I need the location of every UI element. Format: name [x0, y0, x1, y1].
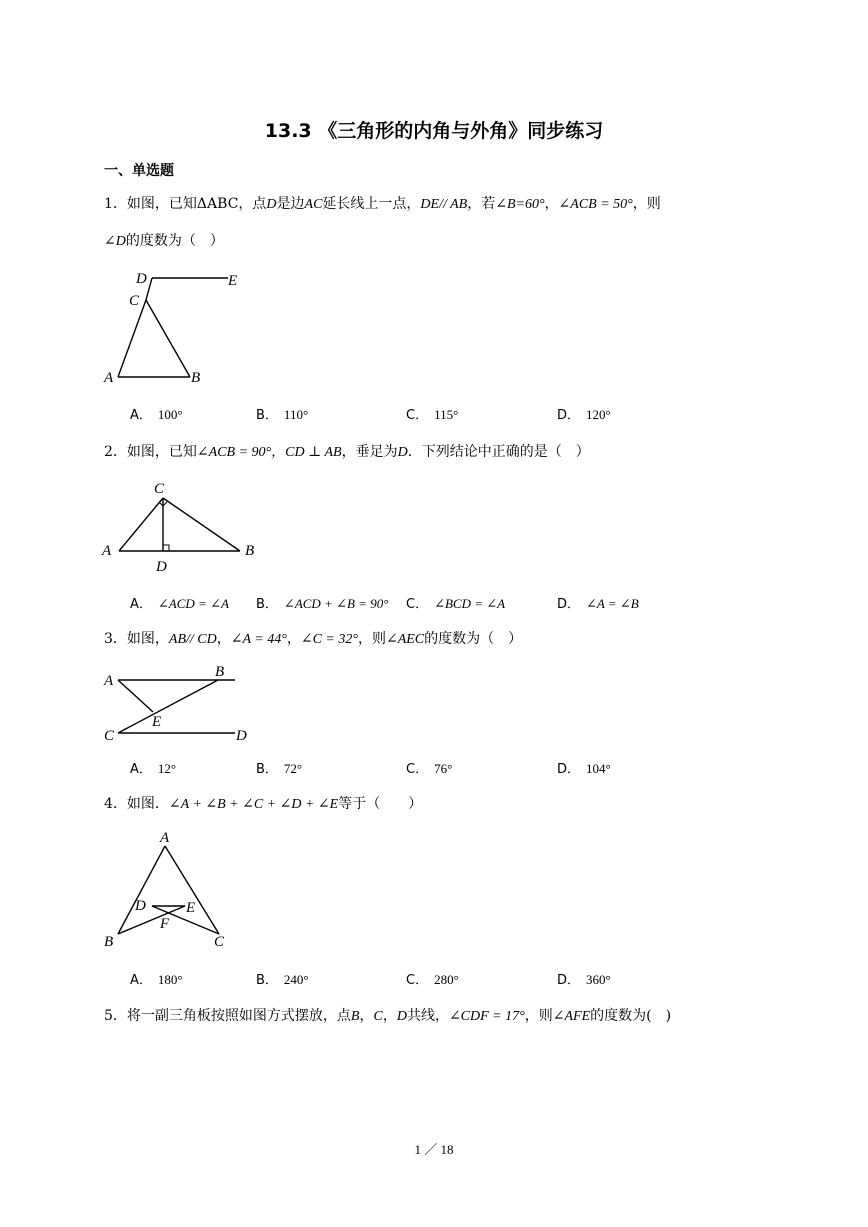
point-label: D: [135, 898, 146, 914]
text-span: 如图，已知: [126, 444, 197, 460]
text-span: ，则: [632, 196, 661, 212]
option-b[interactable]: [256, 404, 308, 424]
point-label: A: [160, 830, 170, 846]
option-value: 180°: [157, 972, 183, 987]
figure-q2-right-triangle: [100, 476, 270, 576]
option-b[interactable]: [256, 969, 309, 989]
option-key: A．: [130, 408, 152, 423]
option-value: ∠ACD + ∠B = 90°: [283, 596, 389, 611]
point-label: B: [215, 664, 225, 680]
text-span: ，: [359, 1008, 374, 1024]
option-b[interactable]: [256, 758, 302, 778]
option-value: ∠ACD = ∠A: [157, 596, 229, 611]
text-span: ，若: [467, 196, 496, 212]
math-span: D: [396, 1009, 407, 1024]
text-span: 共线，: [406, 1008, 449, 1024]
option-key: C．: [406, 762, 429, 777]
option-key: C．: [406, 973, 429, 988]
option-value: ∠BCD = ∠A: [434, 596, 506, 611]
point-label: A: [104, 673, 114, 689]
point-label: C: [104, 728, 115, 744]
option-d[interactable]: [557, 593, 639, 613]
option-key: C．: [406, 597, 429, 612]
math-span: ∠CDF = 17°: [448, 1009, 525, 1024]
line-AC: [165, 846, 219, 934]
option-c[interactable]: [406, 593, 505, 613]
math-span: C: [373, 1009, 383, 1024]
option-a[interactable]: [130, 969, 183, 989]
option-key: C．: [406, 408, 429, 423]
option-key: D．: [557, 973, 581, 988]
option-value: 360°: [586, 972, 611, 987]
point-label: B: [245, 543, 255, 559]
question-number: 2．: [104, 444, 127, 460]
option-key: D．: [557, 762, 581, 777]
line-AE: [118, 680, 153, 712]
question-2-text: [104, 442, 590, 463]
point-label: E: [228, 273, 238, 289]
figure-q1-triangle: [100, 266, 260, 391]
text-span: 的度数为（ ）: [125, 233, 224, 249]
text-span: ，: [544, 196, 559, 212]
text-span: ，则: [357, 631, 386, 647]
math-span: ∠D: [104, 234, 126, 249]
math-span: AB// CD: [168, 632, 217, 647]
math-span: ∠AEC: [385, 632, 425, 647]
option-key: D．: [557, 408, 581, 423]
point-label: D: [236, 728, 247, 744]
text-span: ，: [286, 631, 301, 647]
option-key: A．: [130, 973, 152, 988]
question-3-text: [104, 629, 522, 650]
text-span: 延长线上一点，: [322, 196, 421, 212]
option-value: 12°: [157, 761, 177, 776]
point-label: A: [102, 543, 112, 559]
option-value: 72°: [283, 761, 303, 776]
option-key: B．: [256, 597, 278, 612]
point-label: E: [186, 900, 196, 916]
line-AB: [118, 846, 165, 934]
point-label: C: [154, 481, 165, 497]
line-BC: [146, 300, 190, 377]
point-label: B: [191, 370, 201, 386]
question-1-text: [104, 194, 661, 215]
option-value: 76°: [434, 761, 453, 776]
option-c[interactable]: [406, 404, 458, 424]
text-span: ，: [216, 631, 231, 647]
option-value: 115°: [434, 407, 459, 422]
option-value: 120°: [586, 407, 611, 422]
question-4-text: [104, 794, 422, 815]
text-span: 如图，已知ΔABC，点: [126, 196, 267, 212]
text-span: 的度数为( ): [590, 1008, 672, 1024]
line-BC: [163, 498, 240, 551]
math-span: ∠ACB = 90°，CD ⊥ AB: [196, 445, 342, 460]
math-span: D: [397, 445, 408, 460]
question-number: 5．: [104, 1008, 127, 1024]
point-label: C: [214, 934, 225, 950]
option-a[interactable]: [130, 758, 176, 778]
question-number: 4．: [104, 796, 127, 812]
math-span: DE// AB: [420, 197, 468, 212]
text-span: 等于（ ）: [338, 796, 423, 812]
right-angle-mark: [163, 545, 169, 551]
option-key: A．: [130, 762, 152, 777]
line-AC: [118, 300, 146, 377]
math-span: ∠C = 32°: [300, 632, 358, 647]
option-key: B．: [256, 973, 278, 988]
point-label: C: [129, 293, 140, 309]
option-key: B．: [256, 762, 278, 777]
point-label: A: [104, 370, 114, 386]
page-number: 1 ／ 18: [414, 1142, 454, 1157]
option-value: 110°: [283, 407, 309, 422]
line-BE: [118, 906, 185, 934]
text-span: 如图．: [126, 796, 169, 812]
option-d[interactable]: [557, 758, 611, 778]
option-key: D．: [557, 597, 581, 612]
figure-q4-star: [100, 828, 240, 953]
option-value: 104°: [586, 761, 611, 776]
option-value: 240°: [283, 972, 309, 987]
math-span: ∠A = 44°: [230, 632, 287, 647]
option-d[interactable]: [557, 404, 611, 424]
option-key: B．: [256, 408, 278, 423]
text-span: ，: [382, 1008, 397, 1024]
text-span: ．下列结论中正确的是（ ）: [407, 444, 590, 460]
option-value: 100°: [157, 407, 183, 422]
option-a[interactable]: [130, 404, 183, 424]
math-span: ∠B=60°: [495, 197, 545, 212]
point-label: D: [136, 271, 147, 287]
option-a[interactable]: [130, 593, 229, 613]
point-label: D: [156, 559, 167, 575]
question-number: 3．: [104, 631, 127, 647]
option-c[interactable]: [406, 969, 459, 989]
math-span: ∠AFE: [552, 1009, 591, 1024]
text-span: ，则: [524, 1008, 553, 1024]
text-span: ，垂足为: [341, 444, 398, 460]
option-b[interactable]: [256, 593, 388, 613]
text-span: 的度数为（ ）: [424, 631, 523, 647]
option-key: A．: [130, 597, 152, 612]
text-span: 如图，: [126, 631, 169, 647]
question-1-text-line2: [104, 231, 224, 252]
option-c[interactable]: [406, 758, 452, 778]
text-span: 将一副三角板按照如图方式摆放，点: [126, 1008, 351, 1024]
option-d[interactable]: [557, 969, 611, 989]
option-value: 280°: [434, 972, 459, 987]
math-span: ∠ACB = 50°: [558, 197, 633, 212]
page-title: 13.3 《三角形的内角与外角》同步练习: [264, 120, 604, 142]
point-label: B: [104, 934, 114, 950]
line-BC: [118, 680, 218, 733]
point-label: F: [160, 916, 170, 932]
point-label: E: [152, 714, 162, 730]
figure-q3-parallel-lines: [100, 660, 260, 745]
math-span: ∠A + ∠B + ∠C + ∠D + ∠E: [168, 797, 339, 812]
question-5-text: [104, 1006, 671, 1027]
section-heading: 一、单选题: [104, 163, 174, 179]
line-CD: [146, 278, 152, 300]
math-span: B: [350, 1009, 360, 1024]
line-AC: [119, 498, 163, 551]
text-span: 是边: [276, 196, 305, 212]
math-span: D: [266, 197, 277, 212]
option-value: ∠A = ∠B: [586, 596, 639, 611]
math-span: AC: [304, 197, 323, 212]
question-number: 1．: [104, 196, 127, 212]
